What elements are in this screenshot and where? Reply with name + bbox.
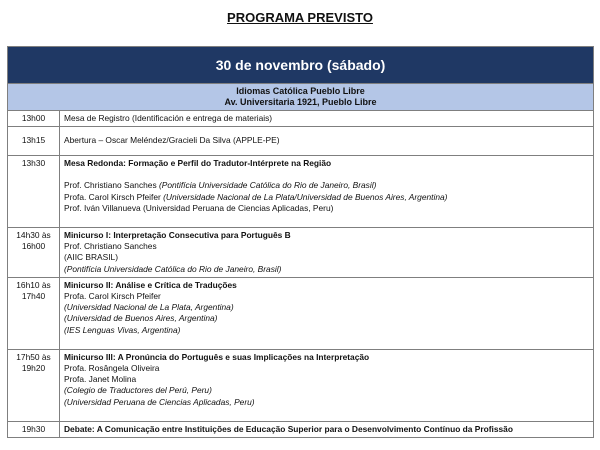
speaker-line: Profa. Carol Kirsch Pfeifer (64, 291, 161, 302)
session-cell (60, 127, 593, 155)
time-cell: 13h30 (8, 156, 60, 227)
speaker-institution: (Universidade Nacional de La Plata/Universidad de Buenos Aires, Argentina) (163, 191, 448, 202)
speaker-institution: (IES Lenguas Vivas, Argentina) (64, 324, 181, 335)
speaker-line: Profa. Rosângela Oliveira (64, 363, 160, 374)
speaker-line: (AIIC BRASIL) (64, 252, 118, 263)
schedule-row (8, 422, 593, 437)
schedule-row (8, 156, 593, 228)
speaker-institution: (Pontifícia Universidade Católica do Rio de Janeiro, Brasil) (64, 263, 282, 274)
time-cell: 13h00 (8, 111, 60, 126)
session-title: Mesa de Registro (Identificación e entrega de materiais) (64, 113, 273, 123)
session-cell (60, 422, 593, 437)
time-cell: 19h30 (8, 422, 60, 437)
time-end: 17h40 (21, 291, 46, 302)
session-cell (60, 228, 593, 277)
session-cell (60, 156, 593, 227)
page-title: PROGRAMA PREVISTO (227, 10, 373, 25)
time-start: 16h10 às (16, 279, 51, 290)
session-cell (60, 278, 593, 349)
venue-name: Idiomas Católica Pueblo Libre (236, 86, 365, 96)
time-cell (8, 278, 60, 349)
time-end: 19h20 (21, 363, 46, 374)
schedule-table (7, 46, 594, 438)
time-cell: 13h15 (8, 127, 60, 155)
session-title: Minicurso II: Análise e Crítica de Traduções (64, 279, 237, 290)
session-title: Abertura – Oscar Meléndez/Gracieli Da Silva (APPLE-PE) (64, 135, 280, 146)
schedule-row (8, 127, 593, 156)
speaker-line: Profa. Janet Molina (64, 374, 137, 385)
speaker-line (64, 180, 589, 191)
session-title: Mesa Redonda: Formação e Perfil do Tradutor-Intérprete na Região (64, 158, 332, 169)
schedule-row (8, 111, 593, 127)
speaker-line (64, 192, 589, 203)
session-title: Minicurso I: Interpretação Consecutiva para Português B (64, 230, 291, 241)
time-start: 14h30 às (16, 230, 51, 241)
time-start: 17h50 às (16, 351, 51, 362)
time-cell (8, 228, 60, 277)
speaker-line: Prof. Christiano Sanches (64, 241, 157, 252)
venue-header (8, 84, 593, 111)
speaker-line: Prof. Iván Villanueva (Universidad Peruana de Ciencias Aplicadas, Peru) (64, 202, 334, 213)
schedule-row (8, 350, 593, 422)
session-title: Debate: A Comunicação entre Instituições de Educação Superior para o Desenvolvimento Contínuo da Profissão (64, 423, 513, 434)
speaker-institution: (Colegio de Traductores del Perú, Peru) (64, 385, 212, 396)
speaker-name: Prof. Christiano Sanches (64, 180, 159, 191)
speaker-institution: (Universidad de Buenos Aires, Argentina) (64, 313, 218, 324)
speaker-name: Profa. Carol Kirsch Pfeifer (64, 191, 164, 202)
session-cell (60, 111, 593, 126)
time-cell (8, 350, 60, 421)
venue-address: Av. Universitaria 1921, Pueblo Libre (224, 97, 377, 107)
speaker-institution: (Pontifícia Universidade Católica do Rio de Janeiro, Brasil) (158, 180, 377, 191)
session-cell (60, 350, 593, 421)
day-header: 30 de novembro (sábado) (8, 47, 593, 84)
schedule-row (8, 278, 593, 350)
speaker-institution: (Universidad Nacional de La Plata, Argentina) (64, 302, 234, 313)
speaker-institution: (Universidad Peruana de Ciencias Aplicadas, Peru) (64, 396, 255, 407)
time-end: 16h00 (21, 241, 46, 252)
schedule-row (8, 228, 593, 278)
session-title: Minicurso III: A Pronúncia do Português e suas Implicações na Interpretação (64, 351, 370, 362)
